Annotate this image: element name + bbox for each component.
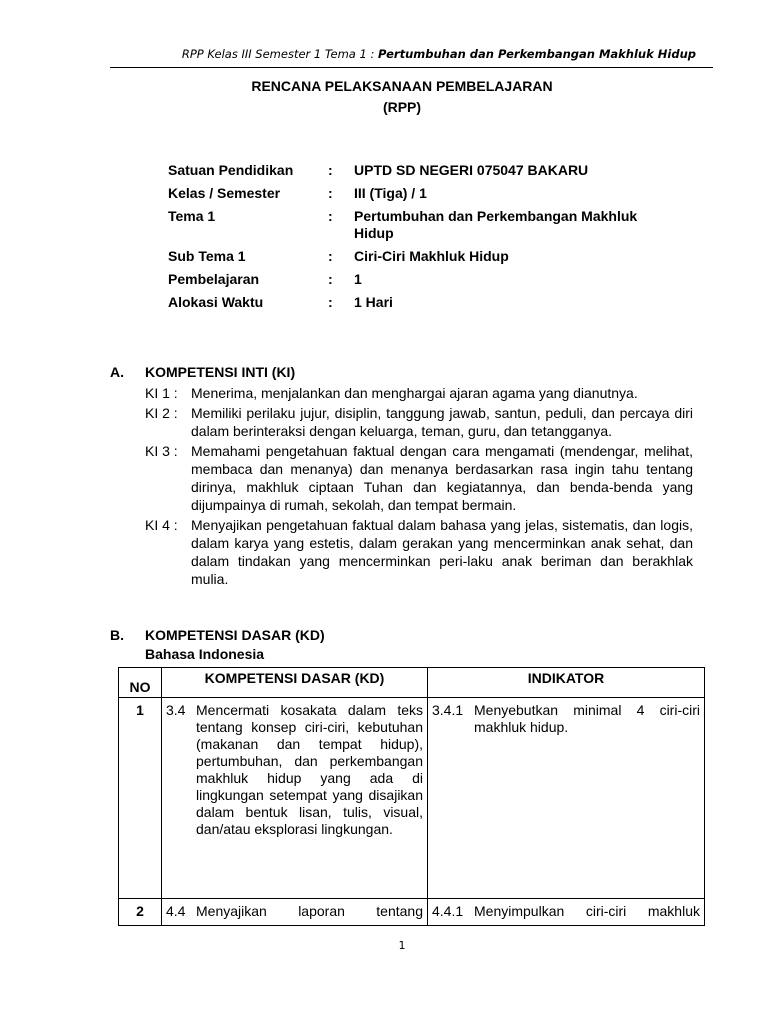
row-number: 1 xyxy=(119,698,162,899)
ki-list xyxy=(145,384,693,590)
kd-item xyxy=(166,903,423,920)
ki-label: KI 1 : xyxy=(145,385,178,401)
identity-colon: : xyxy=(328,208,333,224)
identity-colon: : xyxy=(328,248,333,264)
indikator-text: Menyebutkan minimal 4 ciri-ciri makhluk hidup. xyxy=(474,702,700,735)
kd-text: Mencermati kosakata dalam teks tentang konsep ciri-ciri, kebutuhan (makanan dan tempat hidup), pertumbuhan, dan perkembangan makhluk hidup yang ada di lingkungan setempat yang disajikan dalam bentuk lisan, tulis, visual, dan/atau eksplorasi lingkungan. xyxy=(196,702,423,837)
subject-heading: Bahasa Indonesia xyxy=(145,646,265,662)
table-header-row xyxy=(119,668,705,698)
ki-item xyxy=(145,516,693,588)
indikator-cell xyxy=(428,899,705,926)
indikator-item xyxy=(432,702,700,736)
ki-text: Memiliki perilaku jujur, disiplin, tanggung jawab, santun, peduli, dan percaya diri dalam berinteraksi dengan keluarga, teman, guru, dan tetangganya. xyxy=(191,405,693,439)
kd-cell xyxy=(162,698,428,899)
kd-number: 3.4 xyxy=(166,702,186,718)
kd-table xyxy=(118,667,705,926)
identity-value: 1 Hari xyxy=(354,294,393,310)
identity-key: Kelas / Semester xyxy=(168,185,281,201)
ki-item xyxy=(145,442,693,514)
identity-key: Sub Tema 1 xyxy=(168,248,246,264)
section-letter: A. xyxy=(110,364,124,380)
kd-cell xyxy=(162,899,428,926)
identity-row xyxy=(168,271,708,288)
identity-block xyxy=(168,162,708,317)
identity-value: III (Tiga) / 1 xyxy=(354,185,427,201)
table-row xyxy=(119,899,705,926)
header-rule xyxy=(110,67,713,68)
document-title: RENCANA PELAKSANAAN PEMBELAJARAN xyxy=(251,78,553,94)
indikator-cell xyxy=(428,698,705,899)
identity-key: Alokasi Waktu xyxy=(168,294,264,310)
kd-item xyxy=(166,702,423,838)
ki-label: KI 3 : xyxy=(145,443,178,459)
indikator-item xyxy=(432,903,700,920)
section-letter: B. xyxy=(110,627,124,643)
header-topic: Pertumbuhan dan Perkembangan Makhluk Hidup xyxy=(377,47,696,61)
ki-label: KI 4 : xyxy=(145,517,178,533)
identity-row xyxy=(168,248,708,265)
section-title: KOMPETENSI INTI (KI) xyxy=(145,364,296,380)
ki-item xyxy=(145,384,693,402)
identity-value: 1 xyxy=(354,271,362,287)
identity-row xyxy=(168,294,708,311)
row-number: 2 xyxy=(119,899,162,926)
header-prefix: RPP Kelas III Semester 1 Tema 1 : xyxy=(181,47,378,61)
identity-value: UPTD SD NEGERI 075047 BAKARU xyxy=(354,162,589,178)
identity-row xyxy=(168,208,708,242)
identity-key: Pembelajaran xyxy=(168,271,260,287)
ki-text: Menyajikan pengetahuan faktual dalam bahasa yang jelas, sistematis, dan logis, dalam karya yang estetis, dalam gerakan yang mencerminkan anak sehat, dan dalam tindakan yang mencerminkan peri-laku anak beriman dan berakhlak mulia. xyxy=(191,517,693,587)
section-b-heading xyxy=(110,627,325,643)
identity-colon: : xyxy=(328,271,333,287)
indikator-number: 3.4.1 xyxy=(432,702,464,718)
section-a-heading xyxy=(110,364,295,380)
page-number: 1 xyxy=(398,939,406,952)
section-title: KOMPETENSI DASAR (KD) xyxy=(145,627,325,643)
ki-label: KI 2 : xyxy=(145,405,178,421)
identity-colon: : xyxy=(328,162,333,178)
identity-colon: : xyxy=(328,294,333,310)
kd-text: Menyajikan laporan tentang xyxy=(196,903,423,919)
identity-colon: : xyxy=(328,185,333,201)
identity-row xyxy=(168,185,708,202)
kd-number: 4.4 xyxy=(166,903,186,919)
ki-text: Memahami pengetahuan faktual dengan cara mengamati (mendengar, melihat, membaca dan menanya) dan menanya berdasarkan rasa ingin tahu tentang dirinya, makhluk ciptaan Tuhan dan kegiatannya, dan benda-benda yang dijumpainya di rumah, sekolah, dan tempat bermain. xyxy=(191,443,693,513)
identity-value: Pertumbuhan dan Perkembangan Makhluk Hidup xyxy=(354,208,638,241)
table-row xyxy=(119,698,705,899)
indikator-text: Menyimpulkan ciri-ciri makhluk xyxy=(474,903,700,919)
identity-key: Tema 1 xyxy=(168,208,216,224)
indikator-number: 4.4.1 xyxy=(432,903,464,919)
running-header xyxy=(0,47,696,61)
col-header-no: NO xyxy=(119,668,162,698)
identity-key: Satuan Pendidikan xyxy=(168,162,294,178)
col-header-indikator: INDIKATOR xyxy=(428,668,705,698)
col-header-kd: KOMPETENSI DASAR (KD) xyxy=(162,668,428,698)
document-subtitle: (RPP) xyxy=(382,99,422,115)
identity-value: Ciri-Ciri Makhluk Hidup xyxy=(354,248,509,264)
identity-row xyxy=(168,162,708,179)
ki-item xyxy=(145,404,693,440)
ki-text: Menerima, menjalankan dan menghargai ajaran agama yang dianutnya. xyxy=(191,385,638,401)
